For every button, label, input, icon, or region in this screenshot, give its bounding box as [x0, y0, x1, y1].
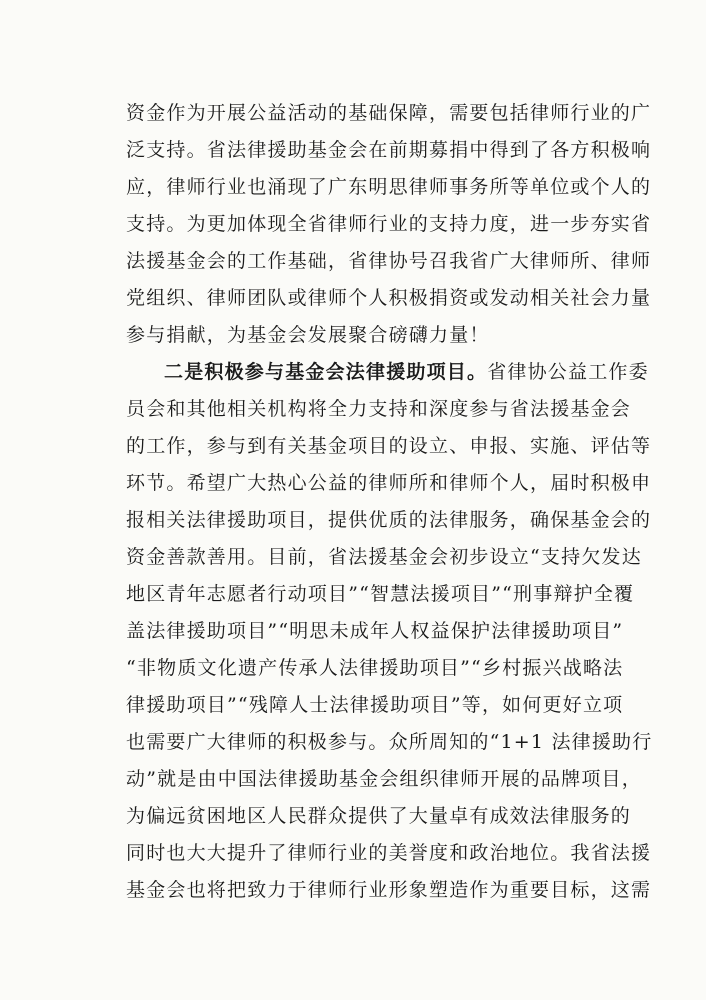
text-line: 泛支持。省法律援助基金会在前期募捐中得到了各方积极响 [126, 139, 652, 161]
text-line: 应，律师行业也涌现了广东明思律师事务所等单位或个人的 [126, 176, 652, 198]
text-line: 地区青年志愿者行动项目”“智慧法援项目”“刑事辩护全覆 [126, 583, 635, 605]
text-line: 盖法律援助项目”“明思未成年人权益保护法律援助项目” [126, 620, 624, 642]
section-heading-rest: 省律协公益工作委 [487, 361, 649, 383]
text-line: 支持。为更加体现全省律师行业的支持力度，进一步夯实省 [126, 213, 652, 235]
section-heading: 二是积极参与基金会法律援助项目。 [164, 361, 488, 383]
text-line: 环节。希望广大热心公益的律师所和律师个人，届时积极申 [126, 472, 652, 494]
text-line: 报相关法律援助项目，提供优质的法律服务，确保基金会的 [126, 509, 652, 531]
text-line: 法援基金会的工作基础，省律协号召我省广大律师所、律师 [126, 250, 652, 272]
text-line: 的工作，参与到有关基金项目的设立、申报、实施、评估等 [126, 435, 652, 457]
text-line: “非物质文化遗产传承人法律援助项目”“乡村振兴战略法 [126, 657, 624, 679]
text-line: 参与捐献，为基金会发展聚合磅礴力量！ [126, 324, 490, 346]
text-line: 资金善款善用。目前，省法援基金会初步设立“支持欠发达 [126, 546, 642, 568]
text-line: 同时也大大提升了律师行业的美誉度和政治地位。我省法援 [126, 842, 652, 864]
section-heading-line [126, 355, 649, 389]
text-line: 律援助项目”“残障人士法律援助项目”等，如何更好立项 [126, 694, 624, 716]
text-line: 基金会也将把致力于律师行业形象塑造作为重要目标，这需 [126, 879, 652, 901]
text-line: 也需要广大律师的积极参与。众所周知的“1+1 法律援助行 [126, 731, 653, 753]
text-line: 动”就是由中国法律援助基金会组织律师开展的品牌项目， [126, 768, 642, 790]
text-line: 员会和其他相关机构将全力支持和深度参与省法援基金会 [126, 398, 632, 420]
text-line: 为偏远贫困地区人民群众提供了大量卓有成效法律服务的 [126, 805, 632, 827]
text-line: 资金作为开展公益活动的基础保障，需要包括律师行业的广 [126, 102, 652, 124]
text-line: 党组织、律师团队或律师个人积极捐资或发动相关社会力量 [126, 287, 652, 309]
